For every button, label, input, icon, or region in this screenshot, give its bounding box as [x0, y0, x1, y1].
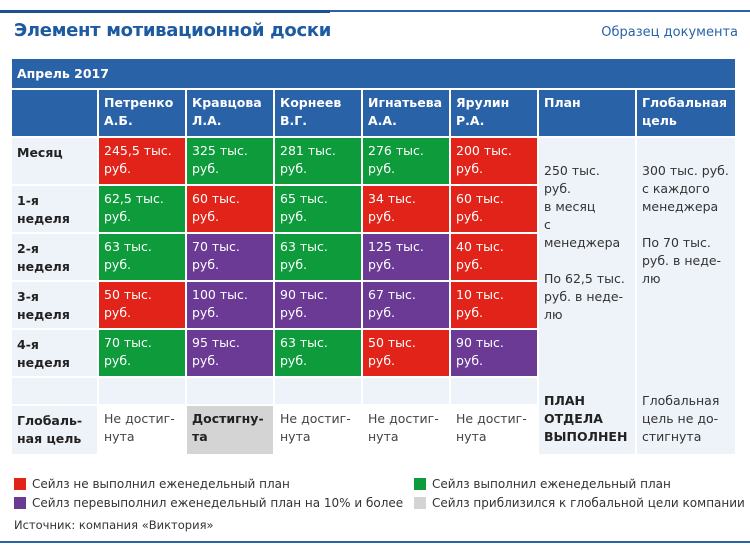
sales-cell: 281 тыс. руб.: [275, 138, 361, 184]
spacer-cell: [451, 378, 537, 404]
sales-cell: 60 тыс. руб.: [451, 186, 537, 232]
motivation-board-table: [12, 59, 739, 460]
source-note: Источник: компания «Виктория»: [14, 518, 214, 532]
sales-cell: 10 тыс. руб.: [451, 282, 537, 328]
grey-swatch-icon: [414, 497, 426, 509]
sales-cell: 90 тыс. руб.: [451, 330, 537, 376]
sales-cell: 34 тыс. руб.: [363, 186, 449, 232]
sales-cell: 67 тыс. руб.: [363, 282, 449, 328]
manager-header: Игнатьева А.А.: [363, 90, 449, 136]
sales-cell: 63 тыс. руб.: [275, 234, 361, 280]
plan-header: План: [539, 90, 635, 136]
sales-cell: 60 тыс. руб.: [187, 186, 273, 232]
plan-column: [539, 138, 635, 454]
legend-item-grey: [414, 496, 745, 510]
sales-cell: 70 тыс. руб.: [187, 234, 273, 280]
sales-cell: 50 тыс. руб.: [363, 330, 449, 376]
sales-cell: 63 тыс. руб.: [275, 330, 361, 376]
sales-cell: 63 тыс. руб.: [99, 234, 185, 280]
global-goal-header: Глобальная цель: [637, 90, 735, 136]
sales-cell: 125 тыс. руб.: [363, 234, 449, 280]
sales-cell: 70 тыс. руб.: [99, 330, 185, 376]
month-header: Апрель 2017: [12, 59, 735, 88]
sales-cell: 50 тыс. руб.: [99, 282, 185, 328]
goal-status-cell: Не достиг- нута: [99, 406, 185, 454]
corner-header-cell: [12, 90, 97, 136]
row-label: 3-я неделя: [12, 282, 97, 328]
sales-cell: 325 тыс. руб.: [187, 138, 273, 184]
goal-status-cell: Не достиг- нута: [451, 406, 537, 454]
global-goal-result: Глобальная цель не до- стигнута: [642, 393, 720, 444]
legend-label: Сейлз выполнил еженедельный план: [432, 477, 671, 491]
manager-header: Кравцова Л.А.: [187, 90, 273, 136]
red-swatch-icon: [14, 478, 26, 490]
legend-item-red: [14, 477, 290, 491]
global-goal-description: 300 тыс. руб. с каждого менеджера По 70 тыс. руб. в неде- лю: [642, 163, 729, 286]
sales-cell: 40 тыс. руб.: [451, 234, 537, 280]
sales-cell: 276 тыс. руб.: [363, 138, 449, 184]
goal-status-cell: Достигну- та: [187, 406, 273, 454]
global-goal-column: [637, 138, 735, 454]
sales-cell: 62,5 тыс. руб.: [99, 186, 185, 232]
sales-cell: 245,5 тыс. руб.: [99, 138, 185, 184]
sales-cell: 100 тыс. руб.: [187, 282, 273, 328]
sales-cell: 95 тыс. руб.: [187, 330, 273, 376]
manager-header: Ярулин Р.А.: [451, 90, 537, 136]
row-label-global-goal: Глобаль- ная цель: [12, 406, 97, 454]
top-rule: [0, 10, 750, 12]
row-label: Месяц: [12, 138, 97, 184]
page-title: Элемент мотивационной доски: [14, 20, 332, 41]
document-sample-label: Образец документа: [601, 25, 738, 40]
manager-header: Корнеев В.Г.: [275, 90, 361, 136]
legend-item-purple: [14, 496, 403, 510]
goal-status-cell: Не достиг- нута: [363, 406, 449, 454]
spacer-cell: [12, 378, 97, 404]
legend-label: Сейлз приблизился к глобальной цели компании: [432, 496, 745, 510]
plan-description: 250 тыс. руб. в месяц с менеджера По 62,5 тыс. руб. в неде- лю: [544, 163, 625, 322]
legend-label: Сейлз перевыполнил еженедельный план на 10% и более: [32, 496, 404, 510]
plan-result: ПЛАН ОТДЕЛА ВЫПОЛНЕН: [544, 393, 628, 444]
row-label: 4-я неделя: [12, 330, 97, 376]
sales-cell: 200 тыс. руб.: [451, 138, 537, 184]
bottom-rule: [0, 541, 750, 543]
legend-item-green: [414, 477, 671, 491]
manager-header: Петренко А.Б.: [99, 90, 185, 136]
green-swatch-icon: [414, 478, 426, 490]
goal-status-cell: Не достиг- нута: [275, 406, 361, 454]
legend-label: Сейлз не выполнил еженедельный план: [32, 477, 290, 491]
row-label: 2-я неделя: [12, 234, 97, 280]
sales-cell: 65 тыс. руб.: [275, 186, 361, 232]
spacer-cell: [99, 378, 185, 404]
spacer-cell: [187, 378, 273, 404]
sales-cell: 90 тыс. руб.: [275, 282, 361, 328]
spacer-cell: [363, 378, 449, 404]
row-label: 1-я неделя: [12, 186, 97, 232]
spacer-cell: [275, 378, 361, 404]
purple-swatch-icon: [14, 497, 26, 509]
